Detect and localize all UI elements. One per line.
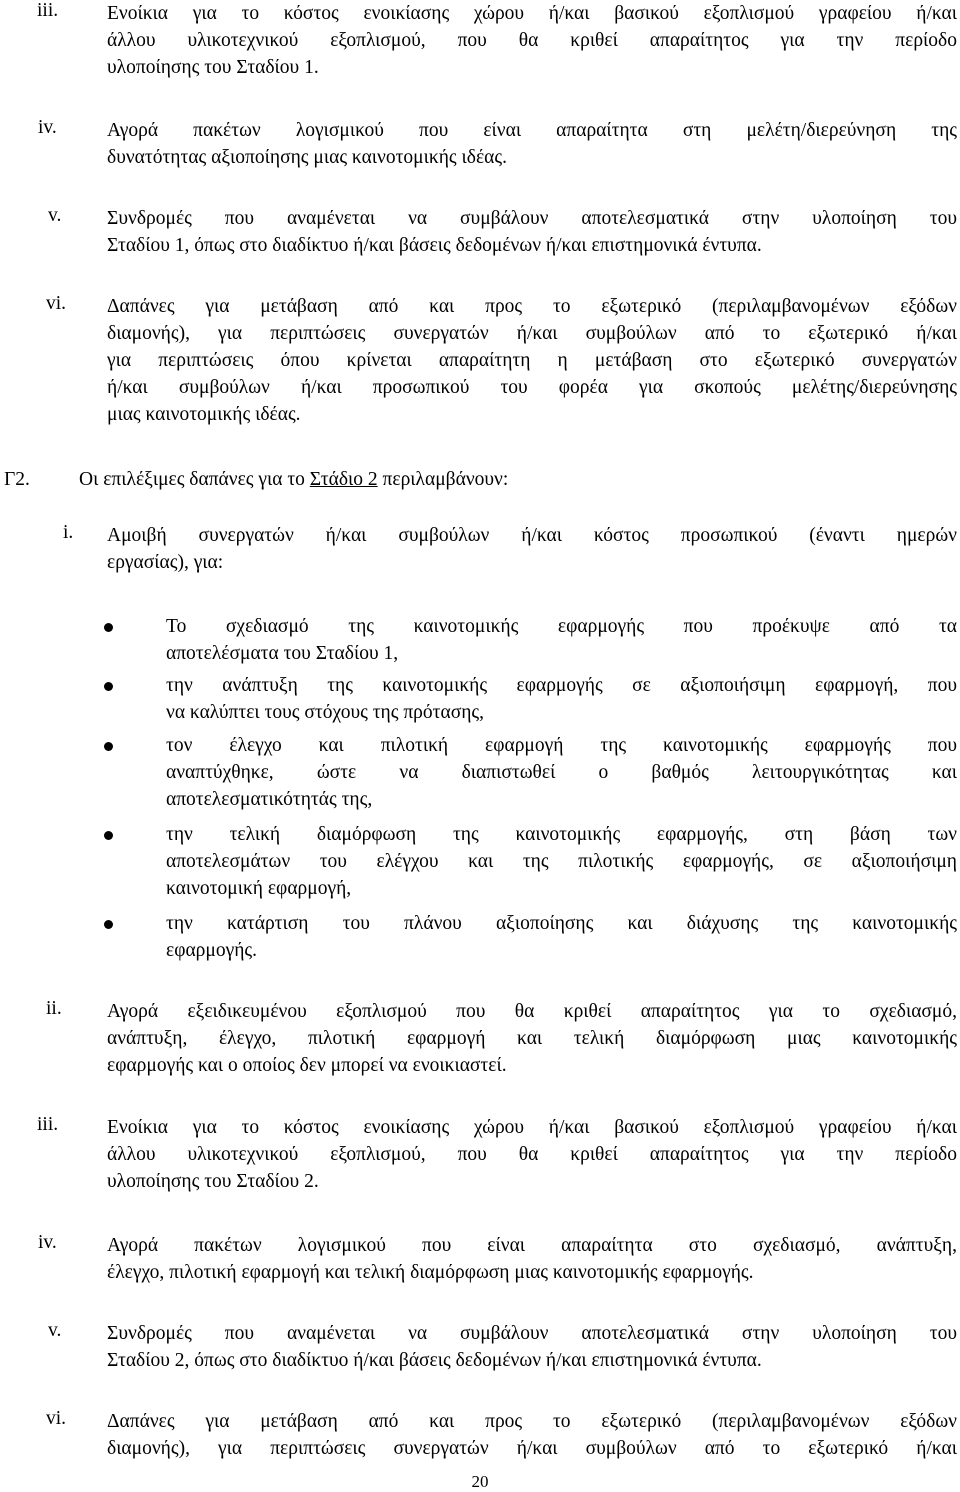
item-text-line: διαμονής), για περιπτώσεις συνεργατών ή/και συμβούλων από το εξωτερικό ή/και — [107, 323, 957, 344]
item-text-line: ή/και συμβούλων ή/και προσωπικού του φορέα για σκοπούς μελέτης/διερεύνησης — [107, 377, 957, 398]
item-text-line: Σταδίου 1, όπως στο διαδίκτυο ή/και βάσεις δεδομένων ή/και επιστημονικά έντυπα. — [107, 235, 762, 256]
section-number: Γ2. — [4, 469, 30, 490]
item-text-line: έλεγχο, πιλοτική εφαρμογή και τελική διαμόρφωση μιας καινοτομικής εφαρμογής. — [107, 1262, 754, 1283]
bullet-text-line: εφαρμογής. — [166, 940, 258, 961]
bullet-text-line: αποτελεσμάτων του ελέγχου και της πιλοτικής εφαρμογής, σε αξιοποιήσιμη — [166, 851, 957, 872]
page-number: 20 — [471, 1472, 489, 1491]
item-text-line: Συνδρομές που αναμένεται να συμβάλουν αποτελεσματικά στην υλοποίηση του — [107, 208, 957, 229]
item-text-line: άλλου υλικοτεχνικού εξοπλισμού, που θα κριθεί απαραίτητος για την περίοδο — [107, 1144, 957, 1165]
item-number: vi. — [46, 293, 67, 314]
item-text-line: για περιπτώσεις όπου κρίνεται απαραίτητη η μετάβαση στο εξωτερικό συνεργατών — [107, 350, 957, 371]
item-text-line: Ενοίκια για το κόστος ενοικίασης χώρου ή/και βασικού εξοπλισμού γραφείου ή/και — [107, 3, 957, 24]
item-text-line: Αγορά πακέτων λογισμικού που είναι απαραίτητα στη μελέτη/διερεύνηση της — [107, 120, 957, 141]
item-text-line: άλλου υλικοτεχνικού εξοπλισμού, που θα κριθεί απαραίτητος για την περίοδο — [107, 30, 957, 51]
item-number: v. — [48, 205, 62, 226]
item-number: iii. — [37, 1114, 59, 1135]
item-number: iv. — [38, 117, 57, 138]
item-text-line: Συνδρομές που αναμένεται να συμβάλουν αποτελεσματικά στην υλοποίηση του — [107, 1323, 957, 1344]
item-text-line: Ενοίκια για το κόστος ενοικίασης χώρου ή/και βασικού εξοπλισμού γραφείου ή/και — [107, 1117, 957, 1138]
bullet-icon — [104, 623, 113, 632]
item-text-line: Αγορά εξειδικευμένου εξοπλισμού που θα κριθεί απαραίτητος για το σχεδιασμό, — [107, 1001, 957, 1022]
bullet-icon — [104, 831, 113, 840]
bullet-icon — [104, 920, 113, 929]
item-number: vi. — [46, 1408, 67, 1429]
section-title-part: Οι επιλέξιμες δαπάνες για το — [79, 469, 310, 490]
item-text-line: δυνατότητας αξιοποίησης μιας καινοτομικής ιδέας. — [107, 147, 507, 168]
item-text-line: μιας καινοτομικής ιδέας. — [107, 404, 301, 425]
bullet-icon — [104, 742, 113, 751]
bullet-text-line: να καλύπτει τους στόχους της πρότασης, — [166, 702, 485, 723]
item-text-line: υλοποίησης του Σταδίου 1. — [107, 57, 319, 78]
item-number: i. — [63, 522, 74, 543]
item-text-line: Αγορά πακέτων λογισμικού που είναι απαραίτητα στο σχεδιασμό, ανάπτυξη, — [107, 1235, 957, 1256]
section-title-underlined: Στάδιο 2 — [309, 469, 378, 490]
bullet-text-line: την κατάρτιση του πλάνου αξιοποίησης και διάχυσης της καινοτομικής — [166, 913, 957, 934]
bullet-text-line: αναπτύχθηκε, ώστε να διαπιστωθεί ο βαθμός λειτουργικότητας και — [166, 762, 957, 783]
item-text-line: ανάπτυξη, έλεγχο, πιλοτική εφαρμογή και τελική διαμόρφωση μιας καινοτομικής — [107, 1028, 957, 1049]
item-number: v. — [48, 1320, 62, 1341]
item-text-line: διαμονής), για περιπτώσεις συνεργατών ή/και συμβούλων από το εξωτερικό ή/και — [107, 1438, 957, 1459]
item-text-line: εφαρμογής και ο οποίος δεν μπορεί να ενοικιαστεί. — [107, 1055, 507, 1076]
section-title — [79, 466, 508, 493]
item-number: iv. — [38, 1232, 57, 1253]
item-text-line: Αμοιβή συνεργατών ή/και συμβούλων ή/και κόστος προσωπικού (έναντι ημερών — [107, 525, 957, 546]
bullet-text-line: τον έλεγχο και πιλοτική εφαρμογή της καινοτομικής εφαρμογής που — [166, 735, 957, 756]
item-text-line: υλοποίησης του Σταδίου 2. — [107, 1171, 319, 1192]
item-text-line: Δαπάνες για μετάβαση από και προς το εξωτερικό (περιλαμβανομένων εξόδων — [107, 296, 957, 317]
bullet-text-line: την τελική διαμόρφωση της καινοτομικής εφαρμογής, στη βάση των — [166, 824, 957, 845]
bullet-icon — [104, 682, 113, 691]
item-text-line: Δαπάνες για μετάβαση από και προς το εξωτερικό (περιλαμβανομένων εξόδων — [107, 1411, 957, 1432]
section-title-part: περιλαμβάνουν: — [377, 469, 509, 490]
item-text-line: εργασίας), για: — [107, 552, 224, 573]
item-text-line: Σταδίου 2, όπως στο διαδίκτυο ή/και βάσεις δεδομένων ή/και επιστημονικά έντυπα. — [107, 1350, 762, 1371]
bullet-text-line: Το σχεδιασμό της καινοτομικής εφαρμογής που προέκυψε από τα — [166, 616, 957, 637]
item-number: ii. — [46, 998, 62, 1019]
bullet-text-line: αποτελεσματικότητάς της, — [166, 789, 373, 810]
bullet-text-line: την ανάπτυξη της καινοτομικής εφαρμογής σε αξιοποιήσιμη εφαρμογή, που — [166, 675, 957, 696]
item-number: iii. — [37, 0, 59, 21]
bullet-text-line: καινοτομική εφαρμογή, — [166, 878, 352, 899]
bullet-text-line: αποτελέσματα του Σταδίου 1, — [166, 643, 399, 664]
